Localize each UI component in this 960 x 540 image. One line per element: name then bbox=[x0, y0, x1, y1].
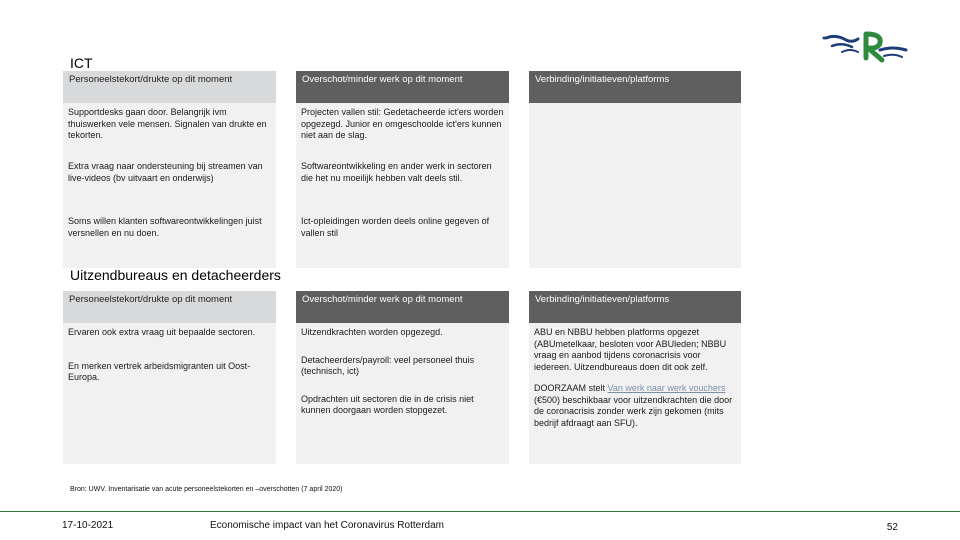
uitzend-overschot-p1: Uitzendkrachten worden opgezegd. bbox=[301, 327, 443, 337]
ict-cell-r2-c3 bbox=[529, 157, 741, 212]
source-note: Bron: UWV. Inventarisatie van acute personeelstekorten en –overschotten (7 april 2020) bbox=[70, 486, 343, 493]
ict-header-overschot: Overschot/minder werk op dit moment bbox=[296, 71, 509, 103]
uitzend-overschot-p3: Opdrachten uit sectoren die in de crisis niet kunnen doorgaan worden stopgezet. bbox=[301, 393, 474, 415]
ict-title: ICT bbox=[70, 55, 93, 71]
uitzend-cell-tekort bbox=[63, 323, 276, 464]
uitzend-header-overschot: Overschot/minder werk op dit moment bbox=[296, 291, 509, 323]
uitzend-tekort-p2: En merken vertrek arbeidsmigranten uit Oost-Europa. bbox=[68, 360, 251, 382]
doorzaam-text: DOORZAAM stelt bbox=[534, 383, 608, 393]
ict-cell-r1-c2: Projecten vallen stil: Gedetacheerde ict'ers worden opgezegd. Junior en omgeschoolde ict'ers kunnen niet aan de slag. bbox=[296, 103, 509, 157]
footer-date: 17-10-2021 bbox=[62, 520, 114, 531]
ict-header-tekort: Personeelstekort/drukte op dit moment bbox=[63, 71, 276, 103]
ict-cell-r2-c2: Softwareontwikkeling en ander werk in sectoren die het nu moeilijk hebben valt deels stil. bbox=[296, 157, 509, 212]
ict-cell-r2-c1: Extra vraag naar ondersteuning bij streamen van live-videos (bv uitvaart en onderwijs) bbox=[63, 157, 276, 212]
rotterdam-logo-icon bbox=[822, 28, 912, 64]
ict-cell-r3-c3 bbox=[529, 212, 741, 268]
page-number: 52 bbox=[886, 522, 898, 533]
ict-cell-r1-c1: Supportdesks gaan door. Belangrijk ivm thuiswerken vele mensen. Signalen van drukte en tekorten. bbox=[63, 103, 276, 157]
uitzend-cell-verbinding bbox=[529, 323, 741, 464]
uitzend-verbinding-p2 bbox=[534, 383, 736, 429]
footer-title: Economische impact van het Coronavirus Rotterdam bbox=[210, 520, 444, 531]
uitzend-header-tekort: Personeelstekort/drukte op dit moment bbox=[63, 291, 276, 323]
uitzend-overschot-p2: Detacheerders/payroll: veel personeel thuis (technisch, ict) bbox=[301, 354, 475, 376]
voucher-text: (€500) beschikbaar voor uitzendkrachten die door de coronacrisis zonder werk zijn gekomen (mits bedrijf afdraagt aan SFU). bbox=[534, 394, 733, 428]
footer-divider bbox=[0, 511, 960, 512]
ict-cell-r3-c1: Soms willen klanten softwareontwikkelingen juist versnellen en nu doen. bbox=[63, 212, 276, 268]
voucher-link[interactable]: Van werk naar werk vouchers bbox=[607, 383, 726, 393]
uitzend-verbinding-p1: ABU en NBBU hebben platforms opgezet (ABUmetelkaar, besloten voor ABUleden; NBBU vraag en aanbod tijdens coronacrisis voor iedereen. Uitzendbureaus doen dit ook zelf. bbox=[534, 327, 727, 372]
ict-table bbox=[63, 71, 741, 268]
uitzend-table bbox=[63, 291, 741, 464]
ict-cell-r3-c2: Ict-opleidingen worden deels online gegeven of vallen stil bbox=[296, 212, 509, 268]
ict-header-verbinding: Verbinding/initiatieven/platforms bbox=[529, 71, 741, 103]
ict-cell-r1-c3 bbox=[529, 103, 741, 157]
uitzend-cell-overschot bbox=[296, 323, 509, 464]
uitzend-tekort-p1: Ervaren ook extra vraag uit bepaalde sectoren. bbox=[68, 327, 256, 337]
uitzend-header-verbinding: Verbinding/initiatieven/platforms bbox=[529, 291, 741, 323]
uitzend-title: Uitzendbureaus en detacheerders bbox=[70, 267, 281, 283]
